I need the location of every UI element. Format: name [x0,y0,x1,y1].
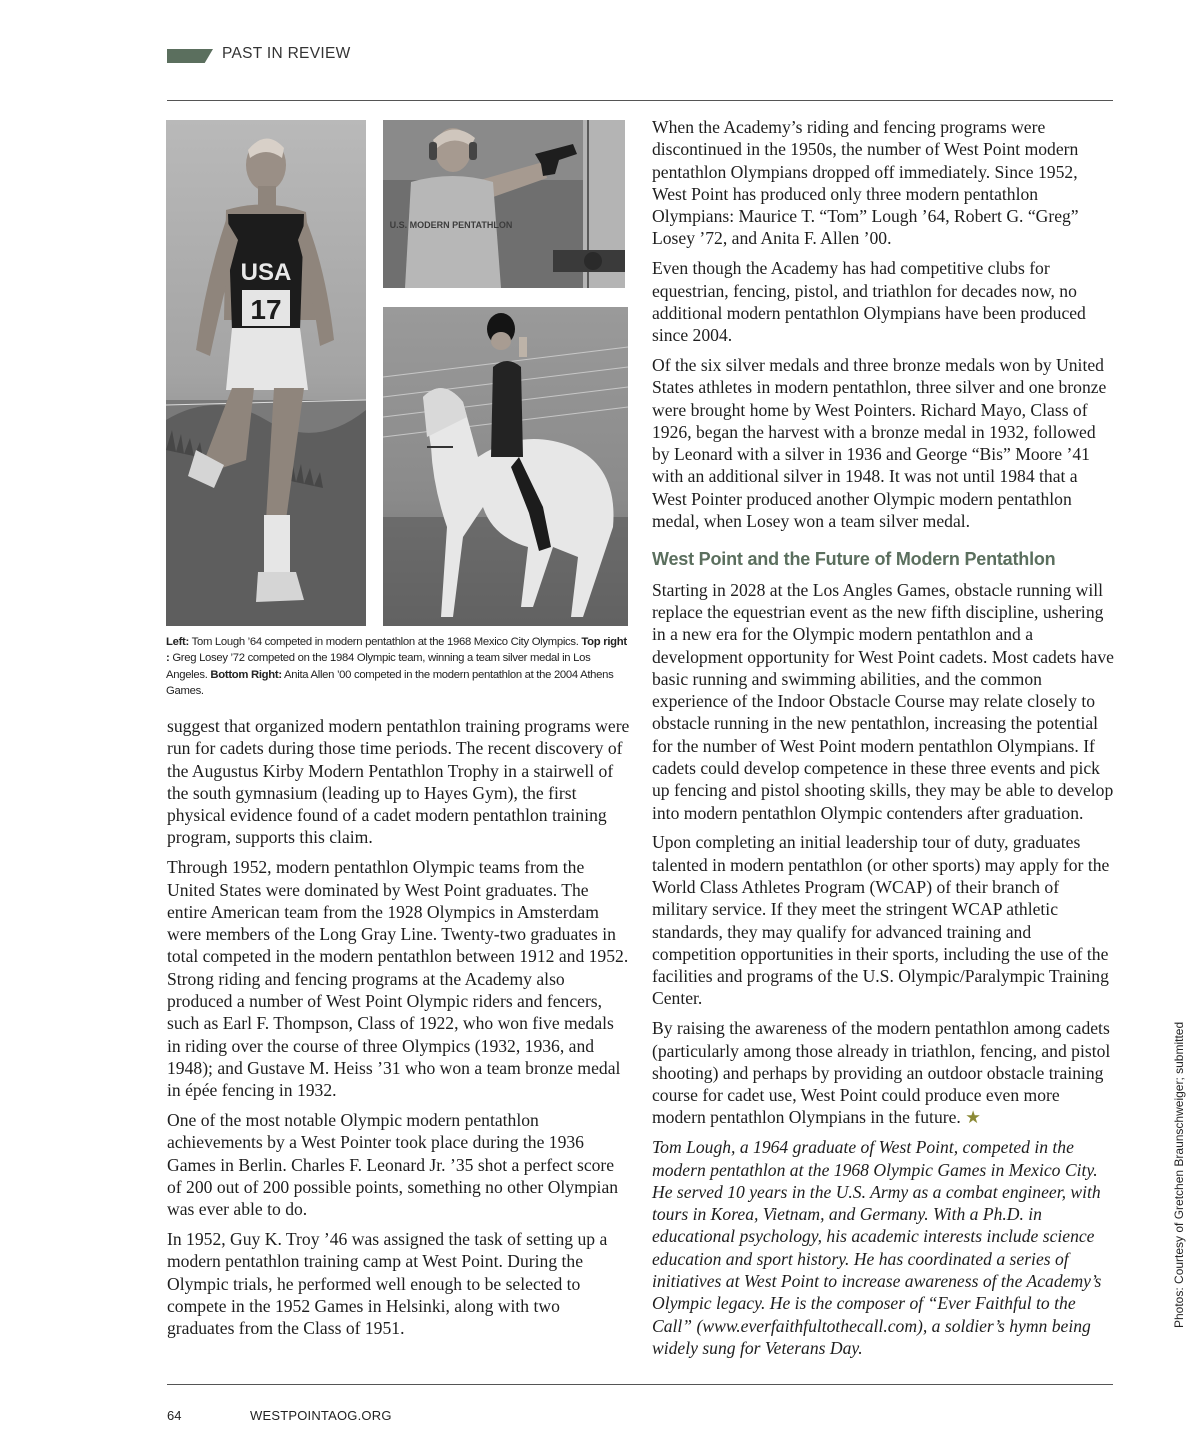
body-paragraph: Of the six silver medals and three bronze medals won by United States athletes in modern pentathlon, three silver and one bronze were brought home by West Pointers. Richard Mayo, Class of 1926, began the harvest with a bronze medal in 1932, followed by Leonard with a silver in 1936 and George “Bis” Moore ’41 with an additional silver in 1948. It was not until 1984 that a West Pointer produced another Olympic modern pentathlon medal, when Losey won a team silver medal. [652,354,1107,532]
caption-left-text: Tom Lough ’64 competed in modern pentathlon at the 1968 Mexico City Olympics. [191,636,579,648]
caption-bottom-right-text: Anita Allen ’00 competed in the modern pentathlon at the 2004 Athens Games. [166,668,614,698]
caption-bottom-right-label: Bottom Right: [210,668,282,681]
body-paragraph: Starting in 2028 at the Los Angles Games, obstacle running will replace the equestrian event as the new fifth discipline, ushering in a new era for the Olympic modern pentathlon and a development opportunity for West Point cadets. Most cadets have basic running and swimming abilities, and the common experience of the Indoor Obstacle Course may relate closely to obstacle running in the new pentathlon, increasing the potential for the number of West Point modern pentathlon Olympians. If cadets could develop competence in these three events and pick up fencing and pistol shooting skills, they may be able to develop into modern pentathlon Olympic contenders after graduation. [652,579,1114,823]
equestrian-rider-photo [383,307,628,626]
body-paragraph: One of the most notable Olympic modern pentathlon achievements by a West Pointer took place during the 1936 Games in Berlin. Charles F. Leonard Jr. ’35 shot a perfect score of 200 out of 200 possible points, something no other Olympian was ever able to do. [167,1110,619,1220]
body-paragraph: When the Academy’s riding and fencing programs were discontinued in the 1950s, the number of West Point modern pentathlon Olympians dropped off immediately. Since 1952, West Point has produced only three modern pentathlon Olympians: Maurice T. “Tom” Lough ’64, Robert G. “Greg” Losey ’72, and Anita F. Allen ’00. [652,117,1079,249]
left-column [167,715,631,1347]
footer-rule [167,1384,1113,1385]
right-column [652,116,1116,1367]
section-label: PAST IN REVIEW [222,45,351,62]
section-subheading: West Point and the Future of Modern Pentathlon [652,549,1056,570]
author-bio: Tom Lough, a 1964 graduate of West Point, competed in the modern pentathlon at the 1968 Olympic Games in Mexico City. He served 10 years in the U.S. Army as a combat engineer, with tours in Korea, Vietnam, and Germany. With a Ph.D. in educational psychology, his academic interests include science education and sport history. He has coordinated a series of initiatives at West Point to increase awareness of the Academy’s Olympic legacy. He is the composer of “Ever Faithful to the Call” (www.everfaithfultothecall.com), a soldier’s hymn being widely sung for Veterans Day. [652,1137,1102,1358]
pistol-shooter-photo [383,120,625,288]
caption-top-right-text: Greg Losey ’72 competed on the 1984 Olympic team, winning a team silver medal in Los Angeles. [166,652,591,681]
caption-top-right-label: Top right : [166,636,627,665]
body-paragraph: Upon completing an initial leadership tour of duty, graduates talented in modern pentathlon (or other sports) may apply for the World Class Athletes Program (WCAP) of their branch of military service. If they meet the stringent WCAP athletic standards, they may qualify for advanced training and competition opportunities in their sports, including the use of the facilities and programs of the U.S. Olympic/Paralympic Training Center. [652,832,1110,1009]
caption-left-label: Left: [166,636,189,648]
section-marker [167,49,213,63]
jersey-text: USA [240,259,292,286]
body-paragraph: Even though the Academy has had competitive clubs for equestrian, fencing, pistol, and triathlon for decades now, no additional modern pentathlon Olympians have been produced since 2004. [652,258,1086,346]
page-number: 64 [167,1408,182,1423]
site-name: WESTPOINTAOG.ORG [250,1408,392,1423]
photo-caption [166,634,628,700]
body-paragraph: Through 1952, modern pentathlon Olympic teams from the United States were dominated by West Point graduates. The entire American team from the 1928 Olympics in Amsterdam were members of the Long Gray Line. Twenty-two graduates in total competed in the modern pentathlon between 1912 and 1952. Strong riding and fencing programs at the Academy also produced a number of West Point Olympic riders and fencers, such as Earl F. Thompson, Class of 1922, who won five medals in riding over the course of three Olympics (1932, 1936, and 1948); and Gustave M. Heiss ’31 who won a team bronze medal in épée fencing in 1932. [167,857,629,1101]
star-icon: ★ [965,1107,981,1128]
closing-paragraph [652,1017,1116,1128]
photo-credit: Photos: Courtesy of Gretchen Braunschweiger; submitted [1172,1021,1186,1328]
header-rule [167,100,1113,101]
shirt-text: U.S. MODERN PENTATHLON [389,220,513,230]
body-paragraph: In 1952, Guy K. Troy ’46 was assigned the task of setting up a modern pentathlon training camp at West Point. During the Olympic trials, he performed well enough to be selected to compete in the 1952 Games in Helsinki, along with two graduates from the Class of 1951. [167,1229,608,1339]
body-paragraph: suggest that organized modern pentathlon training programs were run for cadets during those time periods. The recent discovery of the Augustus Kirby Modern Pentathlon Trophy in a stairwell of the south gymnasium (leading up to Hayes Gym), the first physical evidence found of a cadet modern pentathlon training program, supports this claim. [167,716,630,848]
bib-number: 17 [250,294,282,325]
closing-text: By raising the awareness of the modern pentathlon among cadets (particularly among those already in triathlon, fencing, and pistol shooting) and perhaps by providing an outdoor obstacle training course for cadet use, West Point could produce even more modern pentathlon Olympians in the future. [652,1018,1111,1128]
runner-photo [166,120,366,626]
